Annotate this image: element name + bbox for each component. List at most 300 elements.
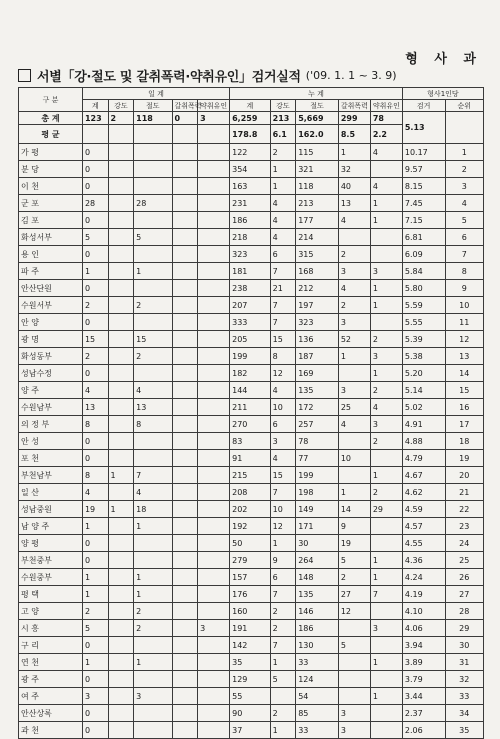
daily-cell: 18 [134, 501, 172, 518]
station-name: 수원중부 [19, 569, 83, 586]
daily-cell [108, 399, 134, 416]
daily-cell [198, 603, 230, 620]
per-person-cell: 5.84 [402, 263, 445, 280]
cumulative-cell: 1 [370, 297, 402, 314]
daily-cell [198, 178, 230, 195]
table-row [19, 501, 484, 518]
station-name: 화성서부 [19, 229, 83, 246]
cumulative-cell: 124 [296, 671, 339, 688]
total-label: 총 계 [19, 112, 83, 125]
cumulative-cell: 149 [296, 501, 339, 518]
daily-cell: 2 [82, 348, 108, 365]
daily-cell: 0 [82, 246, 108, 263]
cumulative-cell: 6 [270, 416, 296, 433]
daily-cell [198, 586, 230, 603]
cumulative-cell: 1 [270, 722, 296, 739]
daily-cell: 0 [82, 161, 108, 178]
daily-cell [198, 467, 230, 484]
cumulative-cell [370, 246, 402, 263]
daily-cell [172, 569, 198, 586]
daily-cell [172, 382, 198, 399]
rank-cell: 12 [445, 331, 484, 348]
header-division: 구 분 [19, 88, 83, 112]
daily-cell: 0 [82, 144, 108, 161]
daily-cell [198, 382, 230, 399]
daily-cell [172, 722, 198, 739]
rank-cell: 24 [445, 535, 484, 552]
cumulative-cell: 7 [370, 586, 402, 603]
daily-cell: 1 [134, 263, 172, 280]
daily-cell: 3 [198, 620, 230, 637]
cumulative-cell: 7 [270, 586, 296, 603]
table-row [19, 399, 484, 416]
cumulative-cell: 144 [230, 382, 271, 399]
station-name: 부천중부 [19, 552, 83, 569]
daily-cell [198, 195, 230, 212]
daily-cell [108, 297, 134, 314]
per-person-cell: 3.94 [402, 637, 445, 654]
station-name: 시 흥 [19, 620, 83, 637]
daily-cell [108, 654, 134, 671]
total-daily-cell: 2 [108, 112, 134, 125]
station-name: 광 명 [19, 331, 83, 348]
table-row [19, 144, 484, 161]
daily-cell: 8 [82, 467, 108, 484]
daily-cell [172, 654, 198, 671]
cumulative-cell: 3 [370, 620, 402, 637]
total-cum-cell: 299 [338, 112, 370, 125]
avg-cum-cell: 2.2 [370, 125, 402, 144]
cumulative-cell: 354 [230, 161, 271, 178]
daily-cell [198, 722, 230, 739]
avg-daily-cell [134, 125, 172, 144]
header-daily-extortion: 갈취폭력 [172, 100, 198, 112]
header-cum-theft: 절도 [296, 100, 339, 112]
arrest-table [18, 87, 484, 739]
daily-cell [172, 637, 198, 654]
cumulative-cell: 3 [370, 416, 402, 433]
table-row [19, 535, 484, 552]
daily-cell [172, 518, 198, 535]
daily-cell [172, 535, 198, 552]
daily-cell [172, 603, 198, 620]
cumulative-cell: 231 [230, 195, 271, 212]
daily-cell [172, 552, 198, 569]
daily-cell: 8 [82, 416, 108, 433]
header-daily-abduction: 약취유인 [198, 100, 230, 112]
cumulative-cell: 171 [296, 518, 339, 535]
daily-cell [134, 552, 172, 569]
header-cum-abduction: 약취유인 [370, 100, 402, 112]
daily-cell [172, 705, 198, 722]
checkbox-icon [18, 69, 31, 82]
daily-cell: 0 [82, 535, 108, 552]
table-row [19, 552, 484, 569]
station-name: 안산단원 [19, 280, 83, 297]
cumulative-cell: 205 [230, 331, 271, 348]
rank-cell: 21 [445, 484, 484, 501]
cumulative-cell: 169 [296, 365, 339, 382]
per-person-cell: 4.57 [402, 518, 445, 535]
cumulative-cell: 1 [370, 569, 402, 586]
station-name: 여 주 [19, 688, 83, 705]
cumulative-cell: 257 [296, 416, 339, 433]
daily-cell [134, 144, 172, 161]
cumulative-cell: 1 [270, 161, 296, 178]
cumulative-cell: 2 [338, 297, 370, 314]
cumulative-cell [370, 161, 402, 178]
rank-cell: 11 [445, 314, 484, 331]
daily-cell [108, 314, 134, 331]
cumulative-cell: 115 [296, 144, 339, 161]
cumulative-cell [370, 603, 402, 620]
cumulative-cell: 7 [270, 297, 296, 314]
cumulative-cell: 215 [230, 467, 271, 484]
daily-cell [172, 314, 198, 331]
cumulative-cell: 35 [230, 654, 271, 671]
rank-cell: 5 [445, 212, 484, 229]
daily-cell: 2 [82, 297, 108, 314]
cumulative-cell [338, 671, 370, 688]
daily-cell [198, 688, 230, 705]
per-person-cell: 4.79 [402, 450, 445, 467]
daily-cell [108, 263, 134, 280]
per-person-cell: 5.59 [402, 297, 445, 314]
cumulative-cell: 279 [230, 552, 271, 569]
daily-cell [134, 637, 172, 654]
daily-cell: 0 [82, 280, 108, 297]
per-person-cell: 5.20 [402, 365, 445, 382]
daily-cell: 3 [82, 688, 108, 705]
rank-cell: 9 [445, 280, 484, 297]
cumulative-cell: 27 [338, 586, 370, 603]
cumulative-cell: 14 [338, 501, 370, 518]
daily-cell [108, 484, 134, 501]
station-name: 광 주 [19, 671, 83, 688]
cumulative-cell: 9 [270, 552, 296, 569]
daily-cell [172, 161, 198, 178]
cumulative-cell: 142 [230, 637, 271, 654]
daily-cell [172, 586, 198, 603]
cumulative-cell [370, 314, 402, 331]
cumulative-cell: 2 [270, 603, 296, 620]
cumulative-cell: 186 [296, 620, 339, 637]
cumulative-cell: 40 [338, 178, 370, 195]
station-name: 부천남부 [19, 467, 83, 484]
cumulative-cell: 1 [270, 654, 296, 671]
daily-cell [198, 433, 230, 450]
rank-cell: 27 [445, 586, 484, 603]
table-row [19, 603, 484, 620]
cumulative-cell: 199 [296, 467, 339, 484]
cumulative-cell: 315 [296, 246, 339, 263]
cumulative-cell: 3 [338, 382, 370, 399]
table-row [19, 569, 484, 586]
daily-cell: 2 [134, 297, 172, 314]
cumulative-cell [370, 637, 402, 654]
cumulative-cell: 191 [230, 620, 271, 637]
daily-cell [198, 705, 230, 722]
station-name: 분 당 [19, 161, 83, 178]
table-row [19, 654, 484, 671]
per-person-cell: 10.17 [402, 144, 445, 161]
daily-cell [108, 229, 134, 246]
daily-cell [134, 212, 172, 229]
station-name: 연 천 [19, 654, 83, 671]
station-name: 이 천 [19, 178, 83, 195]
cumulative-cell: 1 [270, 535, 296, 552]
daily-cell [108, 603, 134, 620]
table-row [19, 671, 484, 688]
cumulative-cell: 1 [370, 688, 402, 705]
cumulative-cell: 270 [230, 416, 271, 433]
cumulative-cell: 1 [370, 552, 402, 569]
daily-cell [198, 671, 230, 688]
daily-cell [172, 331, 198, 348]
title-row [18, 66, 492, 84]
cumulative-cell: 10 [338, 450, 370, 467]
daily-cell [198, 450, 230, 467]
cumulative-cell: 5 [338, 637, 370, 654]
header-arrests: 검거 [402, 100, 445, 112]
cumulative-cell: 4 [270, 212, 296, 229]
cumulative-cell: 15 [270, 467, 296, 484]
daily-cell [198, 229, 230, 246]
header-daily: 일 계 [82, 88, 229, 100]
total-cum-cell: 5,669 [296, 112, 339, 125]
cumulative-cell: 4 [370, 144, 402, 161]
cumulative-cell: 91 [230, 450, 271, 467]
cumulative-cell: 4 [338, 212, 370, 229]
per-person-cell: 6.09 [402, 246, 445, 263]
cumulative-cell: 198 [296, 484, 339, 501]
daily-cell: 8 [134, 416, 172, 433]
daily-cell [108, 535, 134, 552]
table-row [19, 178, 484, 195]
cumulative-cell: 21 [270, 280, 296, 297]
cumulative-cell: 6 [270, 569, 296, 586]
daily-cell: 15 [82, 331, 108, 348]
cumulative-cell [338, 620, 370, 637]
average-label: 평 균 [19, 125, 83, 144]
cumulative-cell: 3 [338, 722, 370, 739]
table-row [19, 705, 484, 722]
daily-cell [108, 671, 134, 688]
daily-cell [198, 399, 230, 416]
station-name: 의 정 부 [19, 416, 83, 433]
cumulative-cell: 1 [370, 467, 402, 484]
cumulative-cell: 83 [230, 433, 271, 450]
cumulative-cell: 1 [370, 654, 402, 671]
total-daily-cell: 0 [172, 112, 198, 125]
cumulative-cell: 15 [270, 331, 296, 348]
rank-cell: 1 [445, 144, 484, 161]
daily-cell: 1 [134, 569, 172, 586]
cumulative-cell: 130 [296, 637, 339, 654]
daily-cell: 0 [82, 433, 108, 450]
rank-cell: 15 [445, 382, 484, 399]
daily-cell: 28 [134, 195, 172, 212]
table-row [19, 314, 484, 331]
cumulative-cell [370, 229, 402, 246]
daily-cell [172, 671, 198, 688]
cumulative-cell [370, 518, 402, 535]
header-cumulative: 누 계 [230, 88, 403, 100]
daily-cell: 4 [134, 382, 172, 399]
cumulative-cell: 13 [338, 195, 370, 212]
daily-cell: 4 [134, 484, 172, 501]
cumulative-cell: 3 [338, 314, 370, 331]
rank-cell: 25 [445, 552, 484, 569]
daily-cell [108, 688, 134, 705]
cumulative-cell: 9 [338, 518, 370, 535]
rank-cell: 31 [445, 654, 484, 671]
cumulative-cell [370, 671, 402, 688]
cumulative-cell: 135 [296, 382, 339, 399]
daily-cell [108, 569, 134, 586]
rank-cell: 28 [445, 603, 484, 620]
table-row [19, 620, 484, 637]
daily-cell: 1 [108, 501, 134, 518]
daily-cell [198, 314, 230, 331]
cumulative-cell: 129 [230, 671, 271, 688]
station-name: 구 리 [19, 637, 83, 654]
cumulative-cell: 2 [338, 569, 370, 586]
table-row [19, 586, 484, 603]
table-row [19, 416, 484, 433]
avg-cum-cell: 6.1 [270, 125, 296, 144]
daily-cell [108, 705, 134, 722]
station-name: 용 인 [19, 246, 83, 263]
daily-cell [198, 535, 230, 552]
cumulative-cell: 3 [370, 348, 402, 365]
rank-cell: 8 [445, 263, 484, 280]
cumulative-cell: 1 [338, 144, 370, 161]
cumulative-cell [338, 654, 370, 671]
per-person-cell: 3.79 [402, 671, 445, 688]
station-name: 양 평 [19, 535, 83, 552]
daily-cell [108, 280, 134, 297]
station-name: 파 주 [19, 263, 83, 280]
daily-cell: 7 [134, 467, 172, 484]
daily-cell [172, 433, 198, 450]
per-person-cell: 7.45 [402, 195, 445, 212]
station-name: 과 천 [19, 722, 83, 739]
cumulative-cell [338, 229, 370, 246]
daily-cell [172, 280, 198, 297]
daily-cell: 0 [82, 212, 108, 229]
per-person-cell: 9.57 [402, 161, 445, 178]
daily-cell [134, 705, 172, 722]
rank-cell: 13 [445, 348, 484, 365]
daily-cell [172, 620, 198, 637]
daily-cell [108, 246, 134, 263]
daily-cell: 1 [82, 569, 108, 586]
cumulative-cell: 10 [270, 399, 296, 416]
cumulative-cell: 321 [296, 161, 339, 178]
total-daily-cell: 3 [198, 112, 230, 125]
avg-daily-cell [108, 125, 134, 144]
cumulative-cell: 29 [370, 501, 402, 518]
cumulative-cell: 2 [370, 433, 402, 450]
cumulative-cell [370, 450, 402, 467]
cumulative-cell: 2 [338, 246, 370, 263]
cumulative-cell: 33 [296, 722, 339, 739]
daily-cell: 0 [82, 314, 108, 331]
daily-cell [172, 263, 198, 280]
per-person-cell: 4.59 [402, 501, 445, 518]
daily-cell [134, 722, 172, 739]
cumulative-cell: 1 [370, 280, 402, 297]
header-per-person: 형사1인당 [402, 88, 483, 100]
cumulative-cell: 160 [230, 603, 271, 620]
avg-daily-cell [198, 125, 230, 144]
daily-cell: 0 [82, 365, 108, 382]
table-row [19, 348, 484, 365]
cumulative-cell: 37 [230, 722, 271, 739]
cumulative-cell: 202 [230, 501, 271, 518]
daily-cell [108, 212, 134, 229]
cumulative-cell: 4 [370, 399, 402, 416]
daily-cell [134, 535, 172, 552]
daily-cell [108, 331, 134, 348]
cumulative-cell: 2 [270, 705, 296, 722]
avg-daily-cell [172, 125, 198, 144]
daily-cell: 5 [82, 229, 108, 246]
cumulative-cell: 19 [338, 535, 370, 552]
daily-cell [134, 246, 172, 263]
daily-cell [134, 314, 172, 331]
station-name: 안산상록 [19, 705, 83, 722]
total-row [19, 112, 484, 125]
rank-cell: 20 [445, 467, 484, 484]
cumulative-cell: 135 [296, 586, 339, 603]
daily-cell [172, 501, 198, 518]
cumulative-cell: 199 [230, 348, 271, 365]
table-row [19, 450, 484, 467]
daily-cell [172, 399, 198, 416]
cumulative-cell: 3 [370, 263, 402, 280]
cumulative-cell: 168 [296, 263, 339, 280]
cumulative-cell: 182 [230, 365, 271, 382]
daily-cell [198, 501, 230, 518]
daily-cell [108, 195, 134, 212]
daily-cell [172, 348, 198, 365]
document-title: 서별「강·절도 및 갈취폭력·약취유인」검거실적 [37, 69, 301, 85]
daily-cell: 0 [82, 671, 108, 688]
table-row [19, 297, 484, 314]
daily-cell [198, 365, 230, 382]
cumulative-cell: 1 [270, 178, 296, 195]
per-person-cell: 5.38 [402, 348, 445, 365]
station-name: 성남수정 [19, 365, 83, 382]
rank-cell: 33 [445, 688, 484, 705]
rank-cell: 34 [445, 705, 484, 722]
table-row [19, 382, 484, 399]
daily-cell [108, 365, 134, 382]
avg-per-person: 5.13 [402, 112, 445, 144]
daily-cell: 19 [82, 501, 108, 518]
per-person-cell: 4.67 [402, 467, 445, 484]
daily-cell [198, 144, 230, 161]
daily-cell: 2 [134, 603, 172, 620]
daily-cell: 13 [134, 399, 172, 416]
cumulative-cell: 8 [270, 348, 296, 365]
daily-cell [108, 416, 134, 433]
daily-cell: 1 [82, 518, 108, 535]
daily-cell: 3 [134, 688, 172, 705]
cumulative-cell: 32 [338, 161, 370, 178]
